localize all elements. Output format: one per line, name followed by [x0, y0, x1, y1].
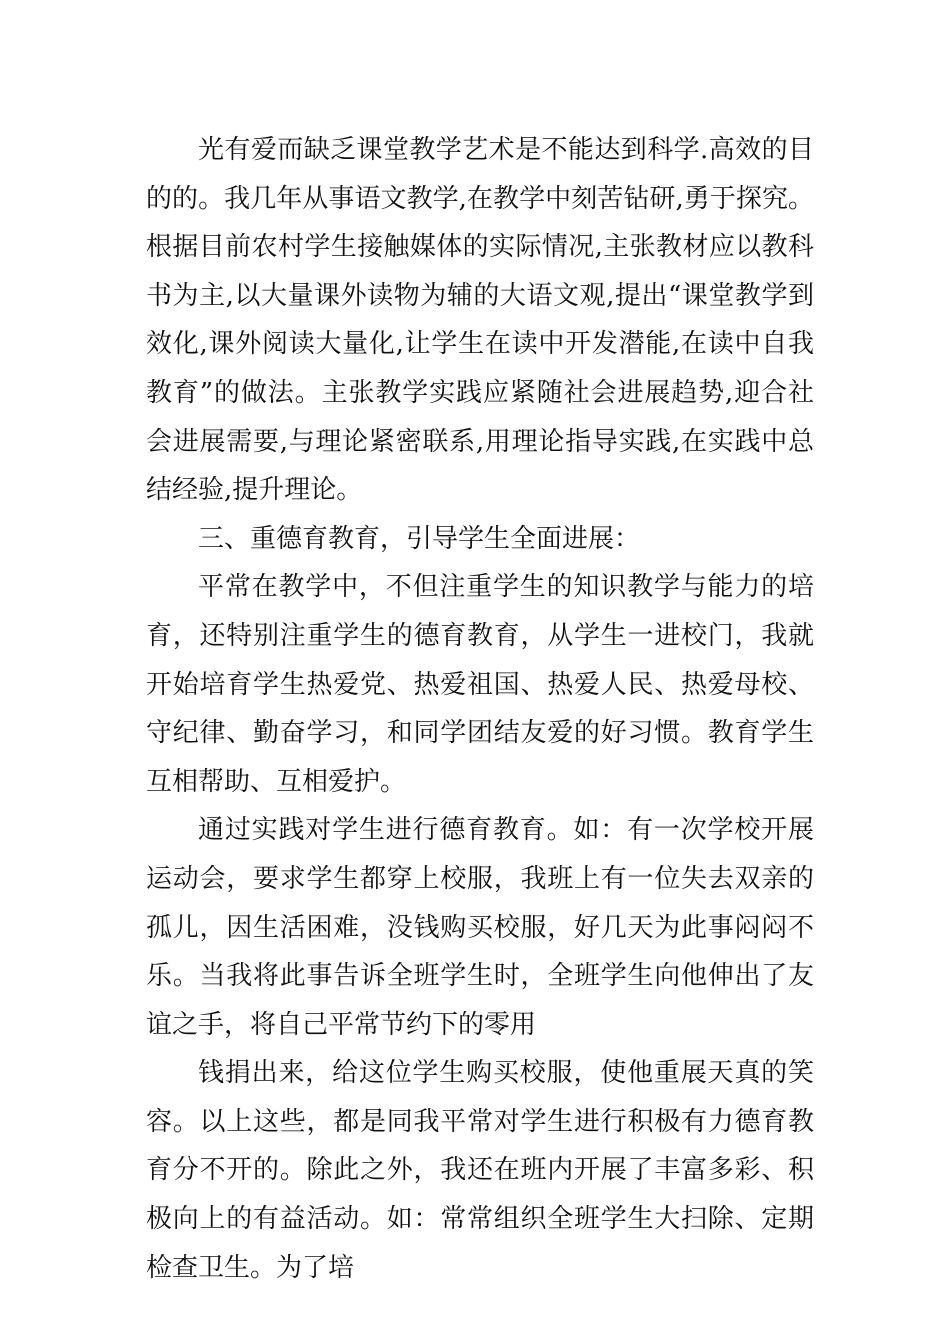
- paragraph-teaching-art: 光有爱而缺乏课堂教学艺术是不能达到科学.高效的目的的。我几年从事语文教学,在教学中刻苦钻研,勇于探究。根据目前农村学生接触媒体的实际情况,主张教材应以教科书为主,以大量课外读物为辅的大语文观,提出“课堂教学到效化,课外阅读大量化,让学生在读中开发潜能,在读中自我教育”的做法。主张教学实践应紧随社会进展趋势,迎合社会进展需要,与理论紧密联系,用理论指导实践,在实践中总结经验,提升理论。: [146, 135, 814, 506]
- section-heading-moral-education: 三、重德育教育，引导学生全面进展：: [198, 523, 641, 554]
- paragraph-practice-example: 通过实践对学生进行德育教育。如：有一次学校开展运动会，要求学生都穿上校服，我班上有一位失去双亲的孤儿，因生活困难，没钱购买校服，好几天为此事闷闷不乐。当我将此事告诉全班学生时，全班学生向他伸出了友谊之手，将自己平常节约下的零用: [146, 815, 814, 1040]
- paragraph-moral-cultivation: 平常在教学中，不但注重学生的知识教学与能力的培育，还特别注重学生的德育教育，从学生一进校门，我就开始培育学生热爱党、热爱祖国、热爱人民、热爱母校、守纪律、勤奋学习，和同学团结友爱的好习惯。教育学生互相帮助、互相爱护。: [146, 572, 814, 797]
- document-body: [146, 126, 814, 1292]
- paragraph-activities: 钱捐出来，给这位学生购买校服，使他重展天真的笑容。以上这些，都是同我平常对学生进行积极有力德育教育分不开的。除此之外，我还在班内开展了丰富多彩、积极向上的有益活动。如：常常组织全班学生大扫除、定期检查卫生。为了培: [146, 1058, 814, 1283]
